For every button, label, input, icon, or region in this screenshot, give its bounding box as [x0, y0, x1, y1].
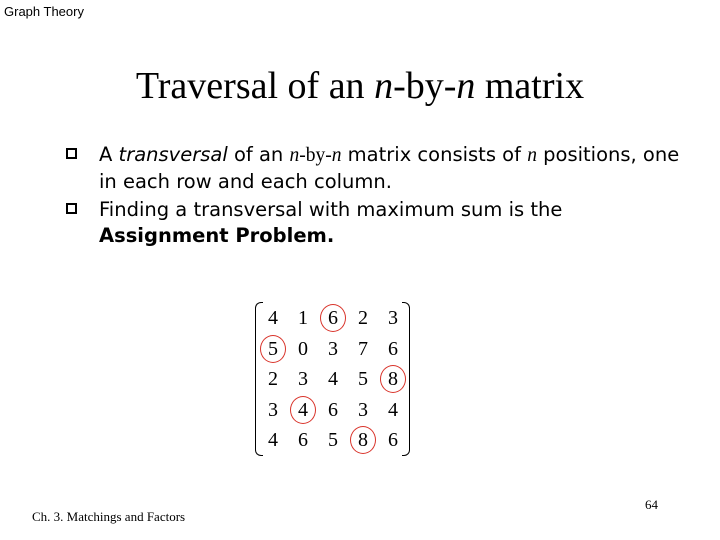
matrix-cell-r3-c4: 4 [388, 398, 398, 421]
checkbox-bullet-icon [66, 203, 77, 214]
title-n1: n [374, 65, 394, 107]
bullet1-text-d: positions, one in each row and each column. [99, 143, 680, 193]
bullet-item-1 [66, 142, 686, 195]
matrix-cell-r2-c4: 8 [378, 364, 408, 394]
title-n2: n [456, 65, 476, 107]
title-pre: Traversal of an [135, 65, 375, 107]
bullet2-bold: Assignment Problem. [99, 224, 335, 247]
matrix-cell-r2-c3: 5 [358, 368, 368, 390]
matrix-cell-r3-c1: 4 [288, 395, 318, 425]
matrix-cell-r0-c4: 3 [388, 307, 398, 329]
matrix-cell-r1-c2: 3 [328, 337, 338, 360]
bullet1-text-a: A [99, 143, 119, 166]
page-number: 64 [645, 497, 658, 512]
bullet1-dash: -by- [299, 145, 332, 166]
bullet1-math2: n [331, 145, 342, 166]
matrix-cell-r2-c1: 3 [298, 368, 308, 390]
matrix-cell-r4-c0: 4 [268, 429, 278, 451]
matrix-cell-r2-c2: 4 [328, 368, 338, 390]
matrix-cell-r2-c0: 2 [268, 368, 278, 390]
matrix-cell-r1-c3: 7 [358, 337, 368, 360]
bullet1-math1: n [289, 145, 300, 166]
title-mid: -by- [393, 65, 457, 107]
matrix-cell-r4-c1: 6 [298, 429, 308, 451]
matrix-cell-r0-c0: 4 [268, 307, 278, 329]
matrix-cell-r1-c0: 5 [258, 334, 288, 364]
matrix-cell-r4-c2: 5 [328, 429, 338, 451]
bullet2-text-a: Finding a transversal with maximum sum is the [99, 198, 563, 221]
matrix-cell-r1-c4: 6 [388, 337, 398, 360]
matrix [255, 302, 410, 457]
footer-chapter: Ch. 3. Matchings and Factors [32, 509, 186, 524]
header-text: Graph Theory [4, 4, 84, 19]
matrix-cell-r0-c2: 6 [318, 303, 348, 333]
matrix-cell-r0-c1: 1 [298, 307, 308, 329]
slide-title [0, 64, 720, 108]
matrix-cell-r1-c1: 0 [298, 337, 308, 360]
bullet1-text-c: matrix consists of [341, 143, 528, 166]
title-post: matrix [475, 65, 585, 107]
matrix-cell-r4-c4: 6 [388, 429, 398, 451]
matrix-cell-r0-c3: 2 [358, 307, 368, 329]
bullet1-math3: n [527, 145, 537, 166]
bullet-list [66, 142, 686, 251]
bullet1-text-b: of an [227, 143, 290, 166]
matrix-cell-r3-c0: 3 [268, 398, 278, 421]
matrix-cell-r3-c2: 6 [328, 398, 338, 421]
matrix-cell-r3-c3: 3 [358, 398, 368, 421]
bullet1-italic: transversal [118, 143, 228, 166]
checkbox-bullet-icon [66, 148, 77, 159]
bullet-item-2 [66, 197, 686, 249]
matrix-cell-r4-c3: 8 [348, 425, 378, 455]
